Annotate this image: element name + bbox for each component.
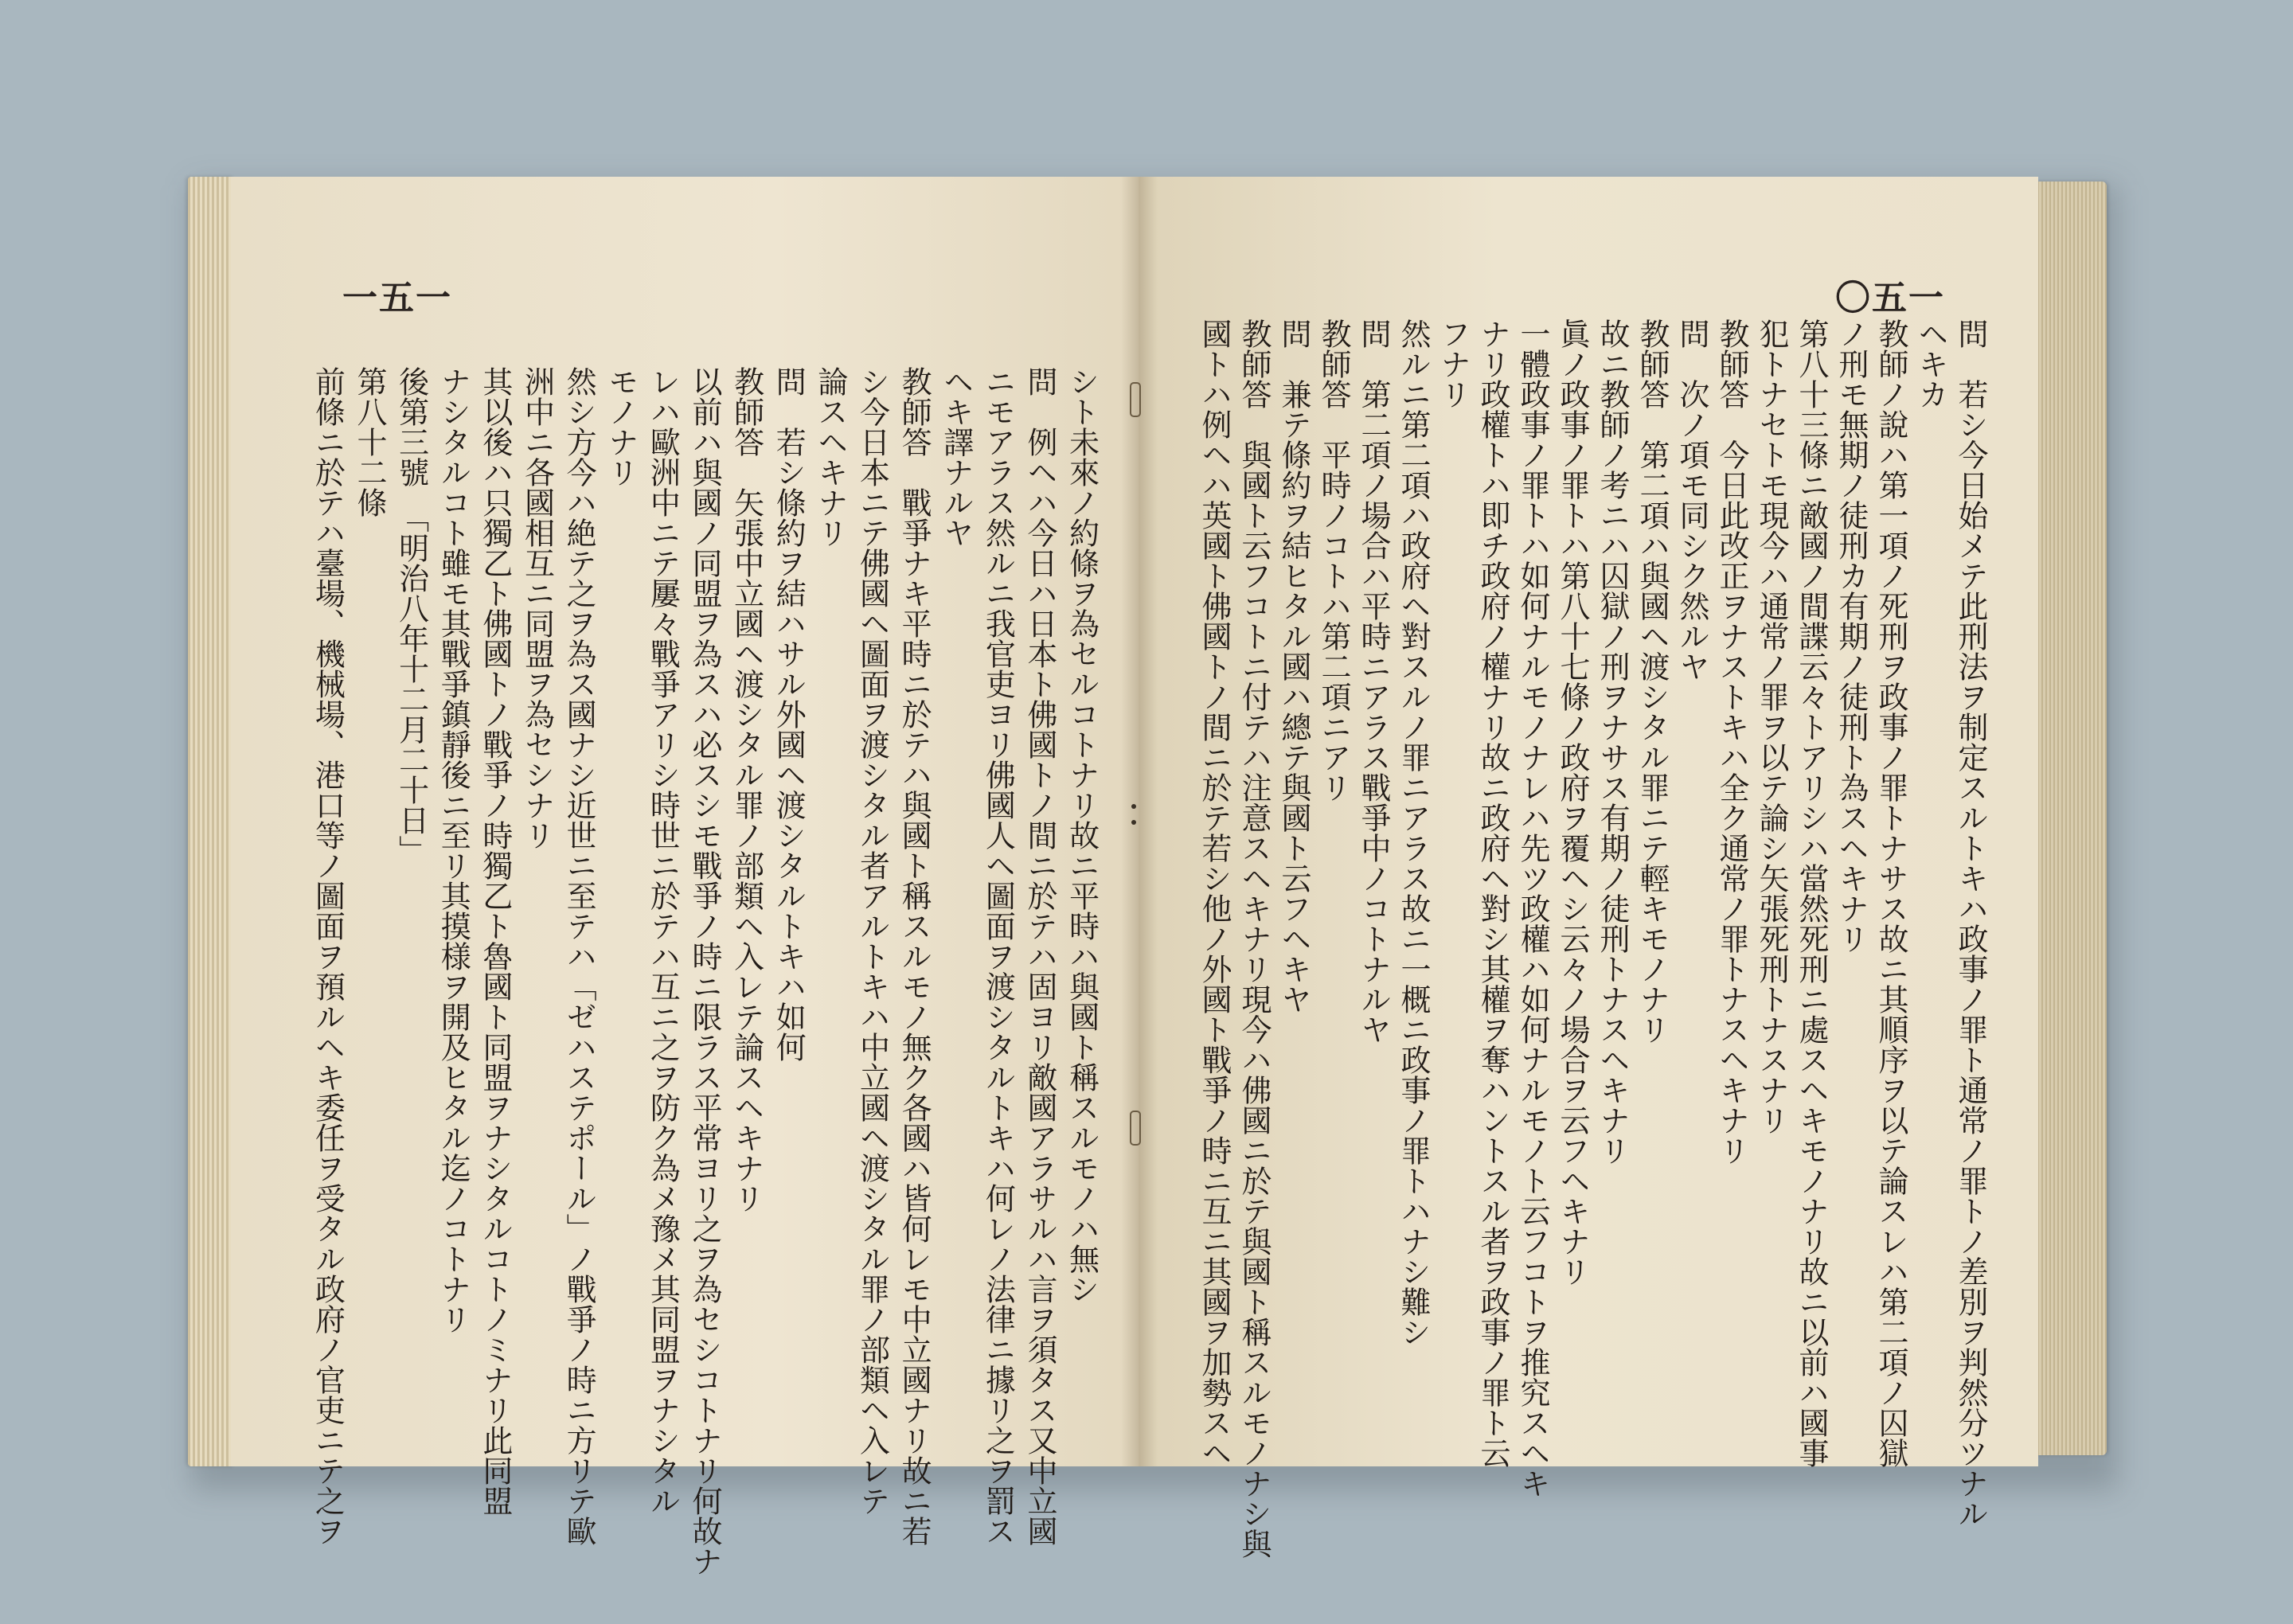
text-column: 後第三號 「明治八年十二月二十日」 [393,366,429,865]
right-page-number: 〇五一 [1835,278,1945,318]
text-column: ヘキカ [1913,318,1948,409]
left-page-text [307,366,1103,1576]
left-page-edges [188,177,234,1466]
text-column: 然シ方今ハ絶テ之ヲ為ス國ナシ近世ニ至テハ「ゼハステポール」ノ戰爭ノ時ニ方リテ歐 [561,366,597,1546]
binding-thread [1130,382,1141,417]
text-column: 其以後ハ只獨乙ト佛國トノ戰爭ノ時獨乙ト魯國ト同盟ヲナシタルコトノミナリ此同盟 [477,366,513,1516]
text-column: 犯トナセトモ現今ハ通常ノ罪ヲ以テ論シ矢張死刑トナスナリ [1754,318,1789,1135]
left-page-number: 一五一 [342,278,452,318]
text-column: 以前ハ與國ノ同盟ヲ為スハ必スシモ戰爭ノ時ニ限ラス平常ヨリ之ヲ為セシコトナリ何故ナ [687,366,722,1576]
binding-stitch [1131,820,1136,825]
text-column: 國トハ例ヘハ英國ト佛國トノ間ニ於テ若シ他ノ外國ト戰爭ノ時ニ互ニ其國ヲ加勢スヘ [1197,318,1232,1468]
text-column: 眞ノ政事ノ罪トハ第八十七條ノ政府ヲ覆ヘシ云々ノ場合ヲ云フヘキナリ [1555,318,1590,1286]
text-column: ナシタルコト雖モ其戰爭鎮靜後ニ至リ其摸様ヲ開及ヒタル迄ノコトナリ [436,366,471,1334]
text-column: ニモアラス然ルニ我官吏ヨリ佛國人ヘ圖面ヲ渡シタルトキハ何レノ法律ニ據リ之ヲ罰ス [980,366,1016,1546]
right-page-edges [2035,182,2107,1455]
text-column: 第八十二條 [351,366,387,517]
text-column: 然ルニ第二項ハ政府ヘ對スルノ罪ニアラス故ニ一概ニ政事ノ罪トハナシ難シ [1396,318,1431,1347]
text-column: 前條ニ於テハ臺場、機械場、港口等ノ圖面ヲ預ルヘキ委任ヲ受タル政府ノ官吏ニテ之ヲ [310,366,346,1546]
text-column: 問 若シ條約ヲ結ハサル外國ヘ渡シタルトキハ如何 [771,366,807,1062]
text-column: 第八十三條ニ敵國ノ間諜云々トアリシハ當然死刑ニ處スヘキモノナリ故ニ以前ハ國事 [1794,318,1829,1468]
text-column: 教師答 戰爭ナキ平時ニ於テハ與國ト稱スルモノ無ク各國ハ皆何レモ中立國ナリ故ニ若 [896,366,932,1546]
text-column: 問 次ノ項モ同シク然ルヤ [1674,318,1709,681]
book-gutter [1121,177,1158,1466]
binding-thread [1130,1111,1141,1146]
text-column: 問 兼テ條約ヲ結ヒタル國ハ總テ與國ト云フヘキヤ [1276,318,1311,1014]
text-column: 教師答 與國ト云フコトニ付テハ注意スヘキナリ現今ハ佛國ニ於テ與國ト稱スルモノナシ與 [1236,318,1272,1559]
binding-stitch [1131,804,1136,809]
text-column: 洲中ニ各國相互ニ同盟ヲ為セシナリ [519,366,555,850]
text-column: 問 若シ今日始メテ此刑法ヲ制定スルトキハ政事ノ罪ト通常ノ罪トノ差別ヲ判然分ツナル [1953,318,1988,1528]
text-column: ナリ政權トハ即チ政府ノ權ナリ故ニ政府ヘ對シ其權ヲ奪ハントスル者ヲ政事ノ罪ト云 [1475,318,1510,1468]
text-column: フナリ [1436,318,1471,409]
text-column: 故ニ教師ノ考ニハ囚獄ノ刑ヲナサス有期ノ徒刑トナスヘキナリ [1595,318,1630,1165]
text-column: 問 第二項ノ場合ハ平時ニアラス戰爭中ノコトナルヤ [1356,318,1391,1044]
text-column: シト未來ノ約條ヲ為セルコトナリ故ニ平時ハ與國ト稱スルモノハ無シ [1064,366,1100,1304]
text-column: 教師答 第二項ハ與國ヘ渡シタル罪ニテ輕キモノナリ [1635,318,1670,1044]
text-column: 教師答 平時ノコトハ第二項ニアリ [1316,318,1351,802]
text-column: 教師ノ說ハ第一項ノ死刑ヲ政事ノ罪トナサス故ニ其順序ヲ以テ論スレハ第二項ノ囚獄 [1873,318,1908,1468]
text-column: 問 例ヘハ今日ハ日本ト佛國トノ間ニ於テハ固ヨリ敵國アラサルハ言ヲ須タス又中立國 [1022,366,1058,1546]
text-column: 教師答 矢張中立國ヘ渡シタル罪ノ部類ヘ入レテ論スヘキナリ [729,366,764,1213]
text-column: 論スヘキナリ [812,366,848,548]
text-column: 教師答 今日此改正ヲナストキハ全ク通常ノ罪トナスヘキナリ [1714,318,1749,1165]
text-column: モノナリ [603,366,639,487]
text-column: 一體政事ノ罪トハ如何ナルモノナレハ先ツ政權ハ如何ナルモノト云フコトヲ推究スヘキ [1515,318,1550,1498]
text-column: ヘキ譯ナルヤ [938,366,974,548]
text-column: ノ刑モ無期ノ徒刑カ有期ノ徒刑ト為スヘキナリ [1834,318,1869,954]
text-column: シ今日本ニテ佛國ヘ圖面ヲ渡シタル者アルトキハ中立國ヘ渡シタル罪ノ部類ヘ入レテ [854,366,890,1516]
text-column: レハ歐洲中ニテ屢々戰爭アリシ時世ニ於テハ互ニ之ヲ防ク為メ豫メ其同盟ヲナシタル [645,366,681,1516]
right-page-text [1194,318,1990,1559]
